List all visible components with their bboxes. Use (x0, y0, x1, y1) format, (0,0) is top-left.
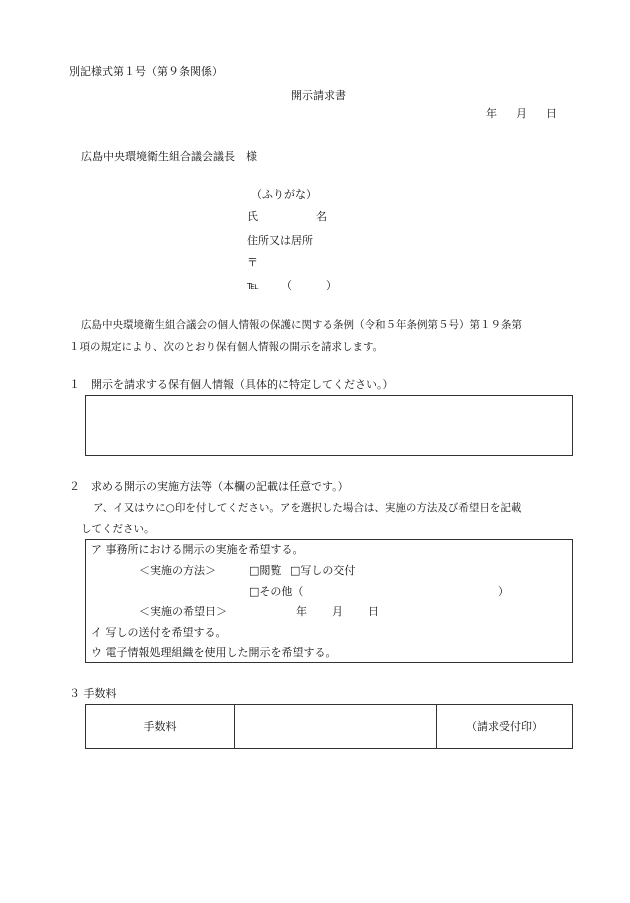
desired-month-label: 月 (332, 605, 343, 618)
fee-label: 手数料 (143, 719, 177, 733)
option-i[interactable]: イ 写しの送付を希望する。 (91, 626, 227, 639)
stamp-cell (437, 705, 572, 748)
disclosure-method-box (85, 539, 573, 663)
name-label-1: 氏 (247, 210, 258, 223)
form-label: 別記様式第１号（第９条関係） (69, 65, 223, 78)
section1-heading: １ 開示を請求する保有個人情報（具体的に特定してください。） (69, 378, 394, 391)
date-year-label: 年 (486, 107, 497, 120)
date-day-label: 日 (546, 107, 557, 120)
page-title: 開示請求書 (291, 89, 346, 102)
tel-label: ℡ (247, 279, 259, 292)
method-copy-checkbox[interactable]: □写しの交付 (290, 564, 356, 577)
stamp-label: （請求受付印） (466, 719, 543, 733)
fee-value-cell[interactable] (235, 705, 437, 748)
fee-label-cell (86, 705, 235, 748)
postal-mark: 〒 (247, 256, 258, 269)
personal-info-box[interactable] (85, 395, 573, 456)
tel-paren-open: （ (281, 279, 292, 292)
section2-note-2: してください。 (81, 523, 155, 535)
section3-heading: ３ 手数料 (69, 687, 117, 700)
option-u[interactable]: ウ 電子情報処理組織を使用した開示を希望する。 (91, 646, 337, 659)
section2-heading: ２ 求める開示の実施方法等（本欄の記載は任意です。） (69, 480, 349, 493)
method-label: ＜実施の方法＞ (139, 564, 216, 577)
tel-paren-close: ） (326, 279, 337, 292)
intro-line-1: 広島中央環境衛生組合議会の個人情報の保護に関する条例（令和５年条例第５号）第１９条第 (81, 319, 522, 331)
address-label: 住所又は居所 (247, 234, 313, 247)
furigana-label: （ふりがな） (251, 188, 317, 201)
name-label-2: 名 (316, 210, 327, 223)
addressee: 広島中央環境衛生組合議会議長 様 (81, 150, 257, 163)
method-other-checkbox[interactable]: □その他（ (249, 585, 304, 598)
method-other-close: ） (498, 585, 509, 598)
desired-year-label: 年 (296, 605, 307, 618)
date-month-label: 月 (516, 107, 527, 120)
intro-line-2: １項の規定により、次のとおり保有個人情報の開示を請求します。 (69, 341, 384, 353)
desired-day-label: 日 (368, 605, 379, 618)
option-a[interactable]: ア 事務所における開示の実施を希望する。 (91, 543, 304, 556)
method-view-checkbox[interactable]: □閲覧 (249, 564, 282, 577)
fee-table (85, 704, 573, 749)
date-label: ＜実施の希望日＞ (139, 605, 227, 618)
section2-note-1: ア、イ又はウに○印を付してください。アを選択した場合は、実施の方法及び希望日を記載 (93, 502, 522, 514)
